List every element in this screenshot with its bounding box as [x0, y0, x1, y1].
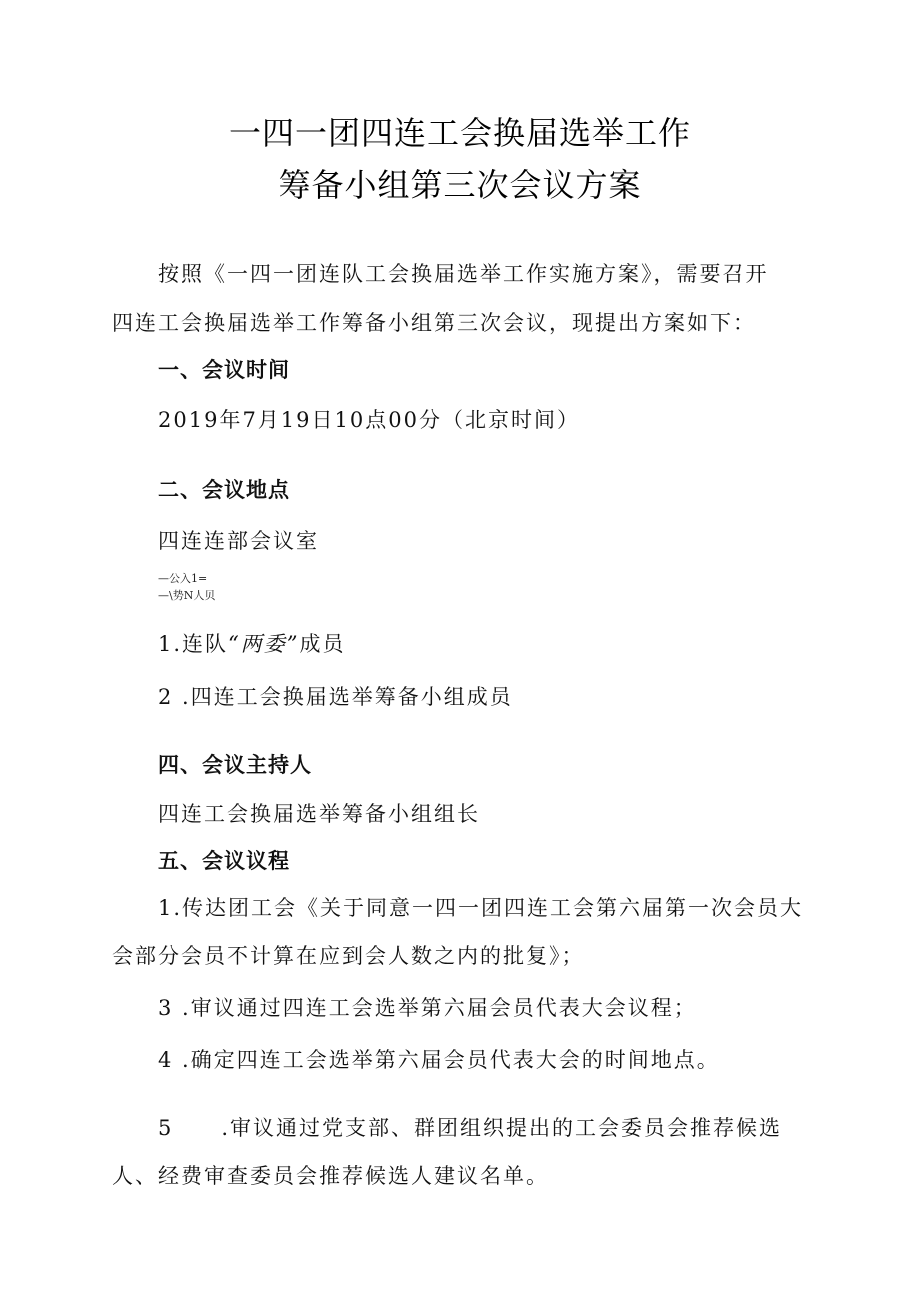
section-heading-meeting-host: 四、会议主持人	[158, 753, 312, 777]
agenda-item-5-line-2: 人、经费审查委员会推荐候选人建议名单。	[112, 1164, 549, 1188]
section-heading-meeting-agenda: 五、会议议程	[158, 849, 290, 873]
agenda-item-5-number: 5	[158, 1116, 174, 1140]
document-title-line-1: 一四一团四连工会换届选举工作	[228, 114, 691, 152]
garbled-heading-line-2: —\势N人贝	[158, 589, 216, 602]
section-heading-meeting-location: 二、会议地点	[158, 478, 290, 502]
section-heading-meeting-time: 一、会议时间	[158, 358, 290, 382]
intro-paragraph-line-1: 按照《一四一团连队工会换届选举工作实施方案》，需要召开	[158, 262, 769, 286]
agenda-item-5-line-1	[158, 1112, 782, 1142]
document-title-line-2: 筹备小组第三次会议方案	[278, 166, 642, 204]
meeting-location-text: 四连连部会议室	[158, 529, 319, 553]
intro-paragraph-line-2: 四连工会换届选举工作筹备小组第三次会议，现提出方案如下：	[112, 311, 756, 335]
participant-item-2: 2 .四连工会换届选举筹备小组成员	[158, 685, 513, 709]
agenda-item-3: 3 .审议通过四连工会选举第六届会员代表大会议程；	[158, 996, 697, 1020]
participant-item-1-suffix: 成员	[299, 632, 346, 656]
agenda-item-4: 4 .确定四连工会选举第六届会员代表大会的时间地点。	[158, 1048, 720, 1072]
meeting-time-text: 2019年7月19日10点00分（北京时间）	[158, 408, 580, 432]
participant-item-1	[158, 628, 346, 658]
agenda-item-1-line-1: 1.传达团工会《关于同意一四一团四连工会第六届第一次会员大	[158, 896, 804, 920]
meeting-host-text: 四连工会换届选举筹备小组组长	[158, 802, 480, 826]
agenda-item-1-line-2: 会部分会员不计算在应到会人数之内的批复》；	[112, 944, 585, 968]
participant-item-1-quote: “两委”	[228, 632, 300, 656]
garbled-heading-line-1: —公入1=	[158, 572, 208, 585]
agenda-item-5-text: .审议通过党支部、群团组织提出的工会委员会推荐候选	[221, 1116, 783, 1140]
participant-item-1-prefix: 1.连队	[158, 632, 229, 656]
